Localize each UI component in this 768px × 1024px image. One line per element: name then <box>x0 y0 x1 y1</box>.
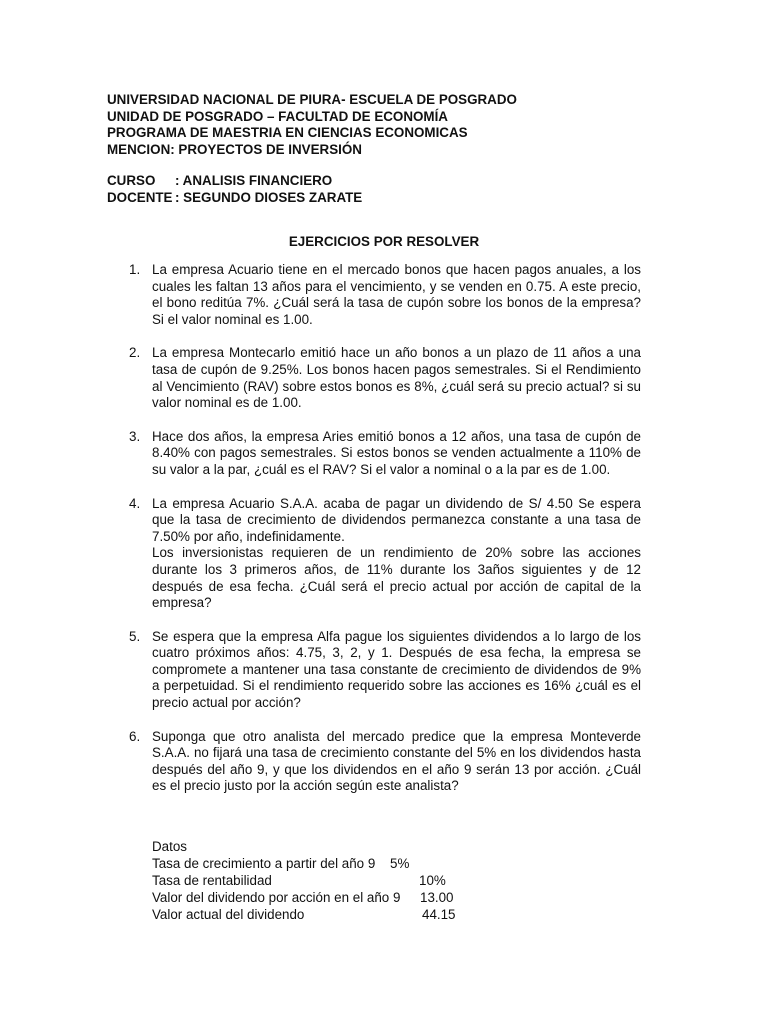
course-label: CURSO <box>107 173 156 188</box>
exercise-number: 5. <box>129 628 141 644</box>
teacher-label: DOCENTE <box>107 189 173 205</box>
course-value: : ANALISIS FINANCIERO <box>175 173 333 188</box>
exercise-text: La empresa Acuario S.A.A. acaba de pagar un dividendo de S/ 4.50 Se espera que la tasa de crecimiento de dividendos permanezca constante a una tasa de 7.50% por año, indefinidamente. <box>152 495 641 544</box>
header-line-mention: MENCION: PROYECTOS DE INVERSIÓN <box>107 141 362 157</box>
data-label: Tasa de crecimiento a partir del año 9 <box>152 856 376 871</box>
exercise-number: 2. <box>129 345 141 361</box>
exercise-number: 1. <box>129 262 141 277</box>
data-row <box>152 873 482 890</box>
data-value: 44.15 <box>422 907 456 922</box>
header-line-unit: UNIDAD DE POSGRADO – FACULTAD DE ECONOMÍA <box>107 108 448 124</box>
exercise-number: 4. <box>129 495 141 511</box>
exercise-text: La empresa Acuario tiene en el mercado bonos que hacen pagos anuales, a los cuales les faltan 13 años para el vencimiento, y se venden en 0.75. A este precio, el bono reditúa 7%. ¿Cuál será la tasa de cupón sobre los bonos de la empresa? Si el valor nominal es 1.00. <box>152 262 641 327</box>
data-row <box>152 856 482 873</box>
exercise-number: 3. <box>129 428 141 444</box>
data-block <box>152 839 482 924</box>
data-value: 5% <box>390 856 410 871</box>
data-label: Tasa de rentabilidad <box>152 873 272 888</box>
exercise-item <box>129 262 641 328</box>
exercise-item <box>129 429 641 479</box>
data-value: 10% <box>419 873 446 888</box>
exercise-item <box>129 345 641 411</box>
institution-header <box>107 92 667 158</box>
section-heading: EJERCICIOS POR RESOLVER <box>288 234 480 249</box>
exercise-item <box>129 629 641 712</box>
exercise-item <box>129 729 641 795</box>
data-title: Datos <box>152 839 187 854</box>
exercise-text: Hace dos años, la empresa Aries emitió bonos a 12 años, una tasa de cupón de 8.40% con pagos semestrales. Si estos bonos se venden actualmente a 110% de su valor a la par, ¿cuál es el RAV? Si el valor a nominal o a la par es de 1.00. <box>152 428 641 477</box>
data-label: Valor del dividendo por acción en el año 9 <box>152 890 401 905</box>
exercise-text: Se espera que la empresa Alfa pague los siguientes dividendos a lo largo de los cuatro próximos años: 4.75, 3, 2, y 1. Después de esa fecha, la empresa se compromete a mantener una tasa constante de crecimiento de dividendos de 9% a perpetuidad. Si el rendimiento requerido sobre las acciones es 16% ¿cuál es el precio actual por acción? <box>152 628 641 711</box>
course-row <box>107 173 667 190</box>
course-info <box>107 173 667 206</box>
header-line-program: PROGRAMA DE MAESTRIA EN CIENCIAS ECONOMICAS <box>107 125 468 140</box>
exercise-number: 6. <box>129 728 141 744</box>
teacher-value: : SEGUNDO DIOSES ZARATE <box>175 189 363 205</box>
data-row <box>152 907 482 924</box>
exercise-text: Los inversionistas requieren de un rendimiento de 20% sobre las acciones durante los 3 primeros años, de 11% durante los 3años siguientes y de 12 después de esa fecha. ¿Cuál será el precio actual por acción de capital de la empresa? <box>152 545 641 611</box>
data-value: 13.00 <box>420 890 454 905</box>
data-label: Valor actual del dividendo <box>152 907 305 922</box>
teacher-row <box>107 190 667 207</box>
exercise-text: La empresa Montecarlo emitió hace un año bonos a un plazo de 11 años a una tasa de cupón de 9.25%. Los bonos hacen pagos semestrales. Si el Rendimiento al Vencimiento (RAV) sobre estos bonos es 8%, ¿cuál será su precio actual? si su valor nominal es de 1.00. <box>152 345 641 411</box>
header-line-university: UNIVERSIDAD NACIONAL DE PIURA- ESCUELA DE POSGRADO <box>107 92 517 107</box>
data-row <box>152 890 482 907</box>
exercise-item <box>129 496 641 612</box>
exercise-list <box>129 262 641 812</box>
exercise-text: Suponga que otro analista del mercado predice que la empresa Monteverde S.A.A. no fijará una tasa de crecimiento constante del 5% en los dividendos hasta después del año 9, y que los dividendos en el año 9 serán 13 por acción. ¿Cuál es el precio justo por la acción según este analista? <box>152 728 641 794</box>
